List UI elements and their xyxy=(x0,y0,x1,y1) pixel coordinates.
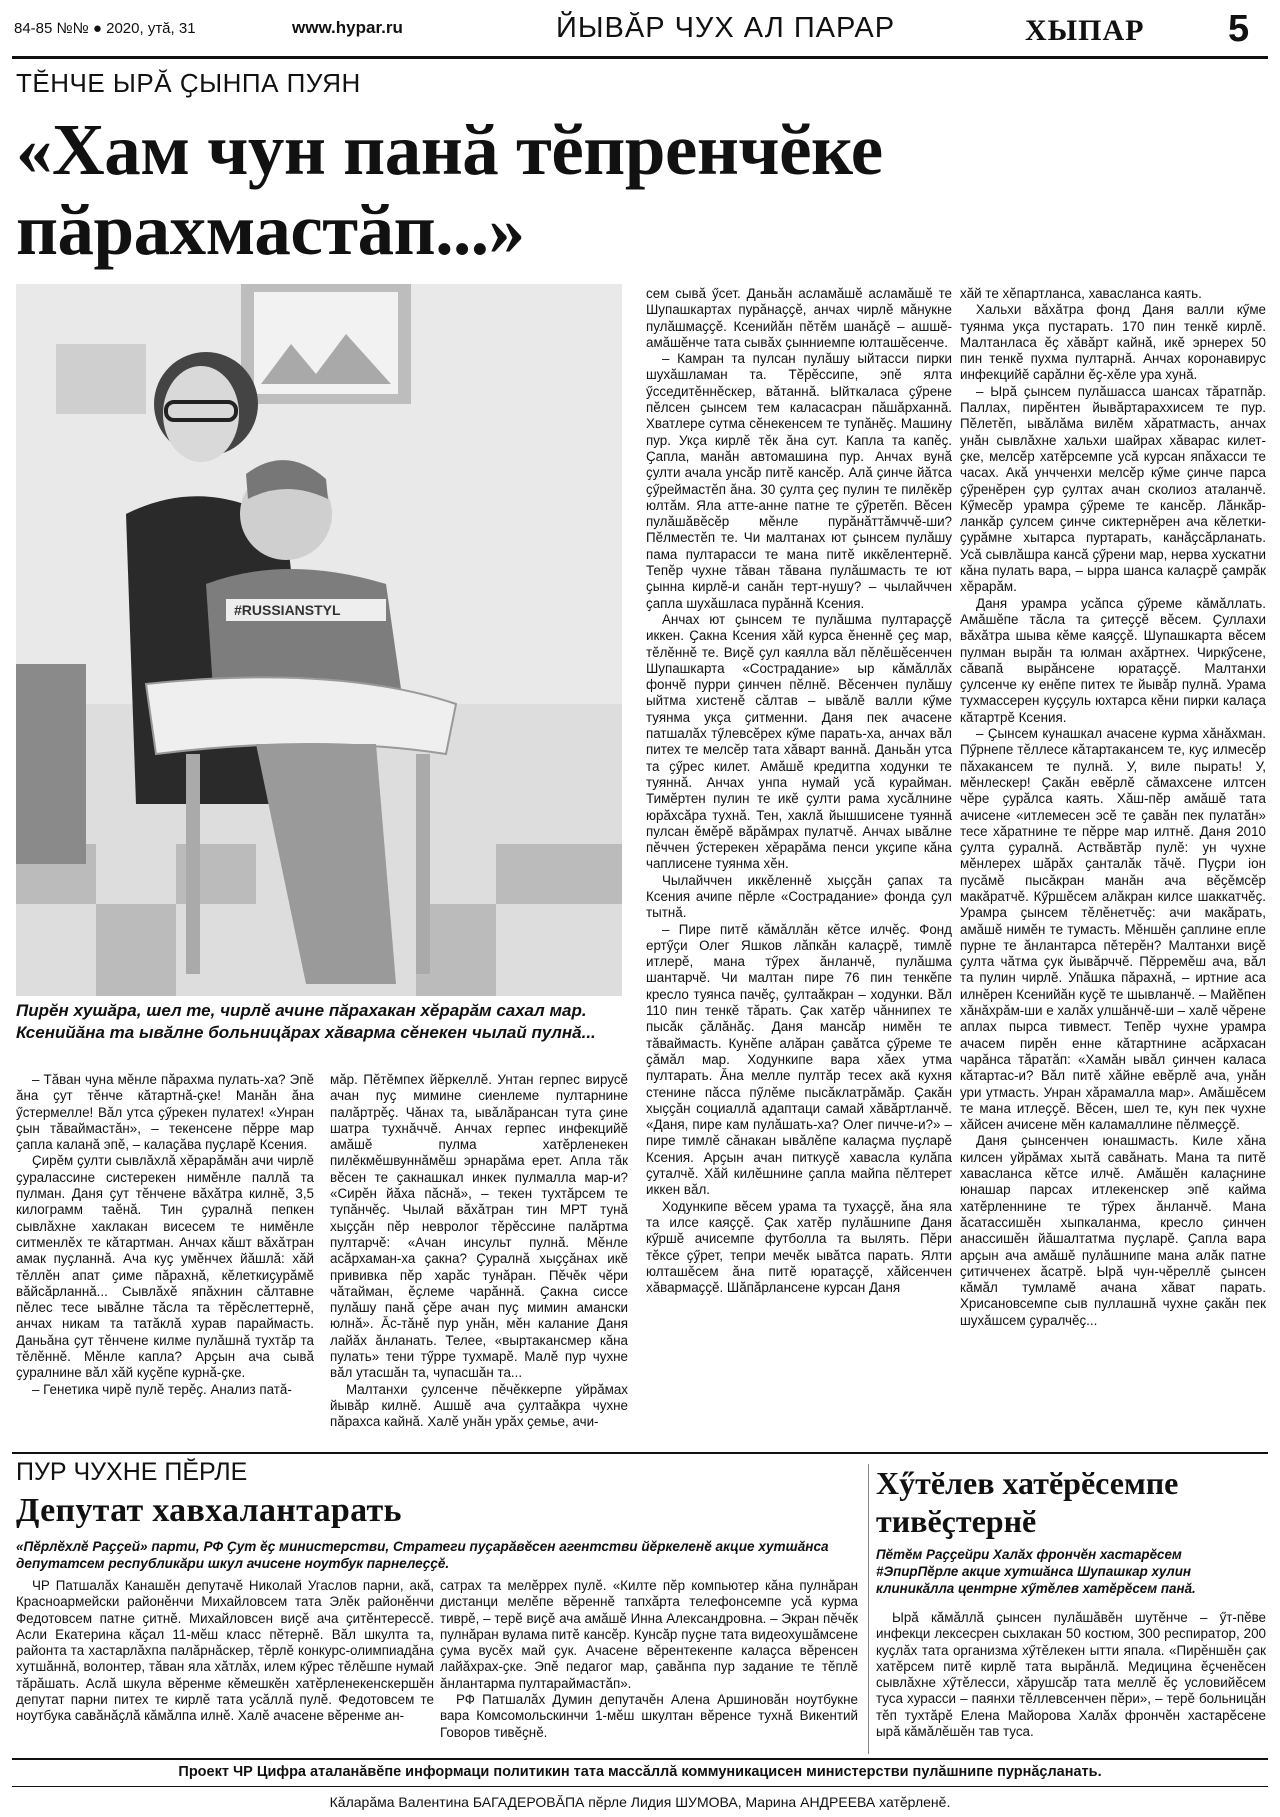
footer-rule xyxy=(12,1758,1268,1760)
newspaper-brand: ХЫПАР xyxy=(1025,14,1145,47)
paragraph: – Камран та пулсан пулӑшу ыйтасси пирки шухӑшламан та. Тӗрӗссипе, эпӗ ялта ӳсседитӗннӗскер, вӑтаннӑ. Ыйткаласа ҫӳрене пӗлсен ҫынсем тем каласасран пӑшӑрханнӑ. Хватлере сутма сӗнекенсем те тупӑнӗҫ. Машину пур. Укҫа кирлӗ тӗк ӑна сут. Капла та капӗҫ. Ҫапла, манӑн автомашина пур. Анчах вунӑ ҫулти ачала унсӑр питӗ кансӗр. Алӑ ҫинче йӑтса ҫӳреймастӗп ӑна. 30 ҫулта ҫеҫ пулин те пилӗкӗр юлтӑм. Яла атте-анне патне те ҫӳретӗп. Вӗсен пулӑшӑвӗсӗр мӗнле пурӑнӑттӑмччӗ-ши? Пӗлместӗп те. Чи малтанах ют ҫынсем пулӑшу пама пултарасси те мана питӗ иккӗлентернӗ. Тепӗр чухне тӑван тӑвана пулӑшмасть те ют ҫынна кирлӗ-и санӑн терт-нушу? – чылайччен ҫапла шухӑшласа пурӑннӑ Ксения. xyxy=(646,351,952,611)
paragraph: Ходункипе вӗсем урама та тухаҫҫӗ, ӑна яла та илсе каяҫҫӗ. Ҫак хатӗр пулӑшнипе Даня кӳршӗ ачисемпе футболла та вылять. Пӗри тӗксе ҫӳрет, тепри мечӗк ывӑтса парать. Ялти юлташӗсем ӑна питӗ юратаҫҫӗ, хӑйсенчен хӑвармаҫҫӗ. Шӑпӑрлансене курсан Даня xyxy=(646,1198,952,1296)
headline-line: «Хам чун панӑ тӗпренчӗке xyxy=(16,109,883,190)
article-column xyxy=(16,1578,434,1748)
headline xyxy=(16,110,1256,270)
paragraph: РФ Патшалӑх Думин депутачӗн Алена Аршиновӑн ноутбукне вара Комсомольскинчи 1-мӗш шкултан вӗренсе тухнӑ Викентий Говоров тивӗҫнӗ. xyxy=(440,1692,858,1740)
paragraph: – Тӑван чуна мӗнле пӑрахма пулать-ха? Эпӗ ӑна ҫут тӗнче кӑтартнӑ-ҫке! Манӑн ӑна ӳстермелле! Вӑл утса ҫӳрекен пулатех! «Унран ҫын тӑваймастӑн», – текенсене пӗрре мар ҫапла каланӑ эпӗ, – калаҫӑва пуҫларӗ Ксения. xyxy=(16,1072,314,1153)
rubric: ТӖНЧЕ ЫРӐ ҪЫНПА ПУЯН xyxy=(16,68,361,98)
paragraph: Даня ҫынсенчен юнашмасть. Киле хӑна килсен уйрӑмах хытӑ савӑнать. Мана та питӗ хавасланса кӗтсе илчӗ. Амӑшӗн калаҫнине юнашар парсах итлекенскер эпӗ кайма хатӗрленнине те тӳрех ӑнланчӗ. Мана ӑсатассишӗн хыпкаланма, кресло ҫинчен анассишӗн йӑшалтатма пуҫларӗ. Ҫапла вара арҫын ача амӑшӗ пулӑшнипе мана алӑк патне ҫитичченех ӑсатрӗ. Ырӑ чун-чӗреллӗ ҫынсен кӑмӑл тумламӗ ачана хӑват парать. Хрисановсемпе сыв пуллашнӑ чухне ҫакӑн пек шухӑшсем ҫуралчӗҫ... xyxy=(960,1133,1266,1328)
section-title: ЙЫВӐР ЧУХ АЛ ПАРАР xyxy=(556,12,896,44)
site-url: www.hypar.ru xyxy=(292,18,403,37)
paragraph: – Пире питӗ кӑмӑллӑн кӗтсе илчӗҫ. Фонд ертӳҫи Олег Яшков лӑпкӑн калаҫрӗ, тимлӗ итлерӗ, мана тӳрех ӑнланчӗ, пулӑшма шантарчӗ. Чи малтан пире 76 пин тенкӗпе кресло туянса пачӗҫ, ҫултаӑкран – ходунки. Вӑл 110 пин тенкӗ тӑрать. Ҫак хатӗр чӑннипех те пысӑк ҫӑлӑнӑҫ. Даня мансӑр нимӗн те тӑваймасть. Кунӗпе алӑран ҫавӑтса ҫӳреме те ҫӑмӑл мар. Ходункипе вара хӑех утма пултарать. Ӑна мелле пултӑр тесех акӑ кухня стенине пӑсса пӳлӗме пысӑклатрӑмӑр. Ҫакӑн хыҫҫӑн социаллӑ адаптаци самай хӑвӑртланчӗ. «Даня, пире кам пулӑшать-ха? Олег пичче-и?» – пире тимлӗ сӑнакан ывӑлӗпе калаҫма пуҫларӗ Ксения. Арҫын ачан питкуҫӗ хавасла кулӑпа ҫуталчӗ. Хӑй килӗшнине ҫапла майпа пӗлтерет иккен вӑл. xyxy=(646,921,952,1198)
headline: Депутат хавхалантарать xyxy=(16,1492,402,1529)
issue-info: 84-85 №№ ● 2020, утӑ, 31 xyxy=(14,20,196,37)
article-column xyxy=(960,286,1266,1451)
project-note: Проект ЧР Цифра аталанӑвӗпе информаци политикин тата массӑллӑ коммуникацисен министерстви пулӑшнипе пурнӑҫланать. xyxy=(178,1764,1102,1780)
paragraph: Даня урамра усӑпса ҫӳреме кӑмӑллать. Амӑшӗпе тӑсла та ҫитеҫҫӗ вӗсем. Ҫуллахи вӑхӑтра шыва кӗме каяҫҫӗ. Шупашкарта вӗсем пулман вырӑн та юлман ахӑртнех. Чиркӳсене, сӑвапӑ вырӑнсене юратаҫҫӗ. Малтанхи ҫулсенче ку енӗпе питех те йывӑр пулнӑ. Урама тухмассерен куҫҫуль юхтарса кӗни пирки калаҫа кӑтартрӗ Ксения. xyxy=(960,595,1266,725)
paragraph: Ырӑ кӑмӑллӑ ҫынсен пулӑшӑвӗн шутӗнче – ӳт-пӗве инфекци лексесрен сыхлакан 50 костюм, 300 респиратор, 200 куҫлӑх тата организма хӳтӗлекен ытти япала. «Пирӗншӗн ҫак хатӗрсем питӗ кирлӗ тата вырӑнлӑ. Медицина ӗҫченӗсен сывлӑхне хӳтӗлесси, хӑрушсӑр тата меллӗ ӗҫ условийӗсем туса хурасси – паянхи тӗллевсенчен пӗри», – терӗ больницӑн тӗп тухтӑрӗ Елена Майорова Халӑх фрончӗн хастарӗсене ырӑ кӑмӑлӗшӗн тав туса. xyxy=(876,1610,1266,1740)
headline xyxy=(876,1464,1266,1540)
paragraph: – Ырӑ ҫынсем пулӑшасса шансах тӑратпӑр. Паллах, пирӗнтен йывӑртараххисем те пур. Пӗлетӗп, ывӑлӑма вилӗм хӑратмасть, анчах унӑн сывлӑхне хальхи шайрах хӑварас килет-ҫке, мелсӗр хатӗрсемпе усӑ курсан япӑхасси те часах. Акӑ унчченхи мелсӗр кӳме ҫинче парса ҫӳренӗрен ҫур ҫултах ачан сколиоз аталанчӗ. Кӳмесӗр урамра ҫӳреме те кансӗр. Лӑнкӑр-ланкӑр ҫулсем ҫинче сиктернӗрен ача кӗлетки-ҫурӑмне хытарса пуртарать, канӑҫсӑрланать. Усӑ сывлӑшра кансӑ ҫӳрени мар, нерва хускатни кӑна пулать вара, – ырра шанса калаҫрӗ ҫамрӑк хӗрарӑм. xyxy=(960,383,1266,595)
lead-text: Пӗтӗм Раҫҫейри Халӑх фрончӗн хастарӗсем #ЭпирПӗрле акцие хутшӑнса Шупашкар хулин клиникӑлла центрне хӳтӗлев хатӗрӗсем панӑ. xyxy=(876,1547,1196,1596)
article-column xyxy=(16,1072,314,1452)
paragraph: мӑр. Пӗтӗмпех йӗркеллӗ. Унтан герпес вирусӗ ачан пуҫ мимине сиенлеме пултарнине палӑртрӗҫ. Чӑнах та, ывӑлӑрансан тута ҫине шатра тухнӑччӗ. Анчах герпес инфекцийӗ амӑшӗ пулма хатӗрленекен пилӗкмӗшвуннӑмӗш эрнарӑма ерет. Апла тӑк вӗсен те ҫакнашкал инкек пулмалла мар-и? «Сирӗн йӑха пӑснӑ», – текен тухтӑрсем те тупӑнчӗҫ. Чылай вӑхӑтран тин МРТ тунӑ хыҫҫӑн пӗр невролог тӗрӗссине палӑртма пултарчӗ: «Ачан инсульт пулнӑ. Мӗнле асӑрхаман-ха ҫакна? Ҫуралнӑ хыҫҫӑнах икӗ прививка пӗр харӑс тунӑран. Пӗчӗк чӗри чӑтайман, ӗҫлеме чарӑннӑ. Ҫакна сиссе пулӑшу панӑ ҫӗре ачан пуҫ мимин амански юлнӑ». Ӑс-тӑнӗ пур унӑн, мӗн калание Даня лайӑх ӑнланать. Телее, «выртакансмер кӑна пулать» тени тӳрре тухмарӗ. Малӗ пур чухне вӑл утасшӑн та, чупасшӑн та... xyxy=(330,1072,628,1381)
paragraph: – Генетика чирӗ пулӗ терӗҫ. Анализ патӑ- xyxy=(32,1381,292,1397)
headline-line: пӑрахмастӑп...» xyxy=(16,189,525,270)
paragraph: Ҫирӗм ҫулти сывлӑхлӑ хӗрарӑмӑн ачи чирлӗ ҫуралассине систерекен нимӗнле паллӑ та пулман. Даня ҫут тӗнчене вӑхӑтра килнӗ, 3,5 килограмм таӗнӑ. Тин ҫуралнӑ пепкен сывлӑхне хаклакан висесем те нимӗнле ситменлӗх те кӑтартман. Анчах кӑшт вӑхӑтран амак пуҫланнӑ. Ача куҫ умӗнчех йӑшлӑ: хӑй тӗллӗн апат ҫиме пӑрахнӑ, кӗлеткиҫурӑмӗ вӑйсӑрланнӑ... Сывлӑхӗ япӑхнин сӑлтавне пӗлес тесе ывӑлне тӑсла та тӗрӗслеттернӗ, анчах никам та татӑклӑ хурав параймасть. Даньӑна ҫут тӗнчене килме пулӑшнӑ тухтӑр та тӗлӗннӗ. Мӗнле капла? Арҫын ача сывӑ ҫуралнине вӑл хӑй куҫӗпе курнӑ-ҫке. xyxy=(16,1153,314,1381)
lead-text: «Пӗрлӗхлӗ Раҫҫей» парти, РФ Ҫут ӗҫ министерстви, Стратеги пуҫарӑвӗсен агентстви йӗркеленӗ акцие хутшӑнса депутатсем республикӑри шкул ачисене ноутбук парнелеҫҫӗ. xyxy=(16,1539,829,1571)
article-column xyxy=(876,1610,1266,1750)
credits: Кӑларӑма Валентина БАГАДЕРОВӐПА пӗрле Лидия ШУМОВА, Марина АНДРЕЕВА хатӗрленӗ. xyxy=(329,1794,951,1810)
section-divider xyxy=(12,1452,1268,1454)
rubric: ПУР ЧУХНЕ ПӖРЛЕ xyxy=(16,1458,248,1486)
paragraph: сатрах та мелӗррех пулӗ. «Килте пӗр компьютер кӑна пулнӑран дистанци мелӗпе вӗреннӗ тапхӑрта телефонсемпе усӑ курма тиврӗ, – терӗ виҫӗ ача амӑшӗ Инна Александровна. – Экран пӗчӗк пулнӑран вулама питӗ кансӗр. Кунсӑр пуҫне тата видеохушӑмсене ҫума вусӗх май ҫук. Ачасене вӗрентекенпе калаҫса вӗренсен лайӑхрах-ҫке. Эпӗ педагог мар, ҫавӑнпа пур задание те тӗплӗ ӑнлантарма пултараймастӑп». xyxy=(440,1578,858,1691)
headline-line: тивӗҫтернӗ xyxy=(876,1503,1037,1539)
paragraph: Анчах ют ҫынсем те пулӑшма пултараҫҫӗ иккен. Ҫакна Ксения хӑй курса ӗненнӗ ҫеҫ мар, тӗлӗннӗ те. Виҫӗ ҫул каялла вӑл пӗлӗшӗсенчен Шупашкарта «Сострадание» ыр кӑмӑллӑх фончӗ пурри ҫинчен пӗлнӗ. Вӗсенчен пулӑшу ыйтма хистенӗ сӑлтав – ывӑлӗ валли кӳме туянма укҫа ҫитменни. Даня пек ачасене патшалӑх тӳлевсӗрех кӳме парать-ха, анчах вӑл питех те мелсӗр тата хӑварт ваннӑ. Даньӑн утса та ҫӳрес килет. Амӑшӗ кредитпа ходунки те туяннӑ. Анчах унпа нумай усӑ курайман. Тимӗртен пулин те икӗ ҫулти рама хусӑлнине юрӑхсӑра тухнӑ. Тен, хаклӑ йышшисене туяннӑ пулсан ӗмӗрӗ вӑрӑмрах пулатчӗ. Анчах ывӑлне пӗччен ӳстерекен хӗрарӑма пенси укҫипе кӑна чаплисене туянма хӗн. xyxy=(646,611,952,872)
paragraph: сем сывӑ ӳсет. Даньӑн асламӑшӗ асламӑшӗ те Шупашкартах пурӑнаҫҫӗ, анчах чирлӗ мӑнукне пулӑшмаҫҫӗ. Ксенийӑн пӗтӗм шанӑҫӗ – ашшӗ-амӑшӗнче тата сывӑх ҫынниемпе юлташӗсенче. xyxy=(646,286,952,350)
article-photo xyxy=(16,284,622,996)
header-rule xyxy=(12,56,1268,59)
article-column xyxy=(646,286,952,1451)
article-column xyxy=(330,1072,628,1452)
paragraph: Чылайччен иккӗленнӗ хыҫҫӑн ҫапах та Ксения ачипе пӗрле «Сострадание» фонда ҫул тытнӑ. xyxy=(646,872,952,921)
page-number: 5 xyxy=(1228,8,1250,50)
paragraph: – Ҫынсем кунашкал ачасене курма хӑнӑхман. Пӳрнепе тӗллесе кӑтартакансем те, куҫ илмесӗр пӑхакансем те пулнӑ. У, виле пырать! У, мӗнлескер! Ҫакӑн евӗрлӗ сӑмахсене илтсен чӗре ҫурӑлса каять. Хӑш-пӗр амӑшӗ тата ачисене «итлемесен эсӗ те ҫавӑн пек пулатӑн» тесе хӑратнине те пӗрре мар илтнӗ. Даня 2010 ҫулта ҫуралнӑ. Аствӑвтӑр пулӗ: ун чухне мӗнлерех шӑрӑх ҫанталӑк тӑчӗ. Пуҫри іон пусӑмӗ пысӑкран манӑн ача вӗҫӗмсӗр макӑратчӗ. Кӳршӗсем алӑкран килсе шаккатчӗҫ. Урамра ҫынсем тӗлӗнетчӗҫ: ачи макӑрать, амӑшӗ нимӗн те тумасть. Мӗншӗн ҫаплине епле пурне те ӑнлантарса пӗтерӗн? Малтанхи виҫӗ ҫулта чӑтма ҫук йывӑрччӗ. Пӗрремӗш ача, вӑл та пулин чирлӗ. Упӑшка пӑрахнӑ, – иртние аса илнӗрен Ксенийӑн куҫӗ те шывланчӗ. – Майӗпен хӑнӑхрӑм-ши е халӑх улшӑнчӗ-ши – халӗ чӗрене аплах пырса тивмест. Тепӗр чухне урамра ачасем пирӗн енне кӑтартнине асӑрхасан чарӑнса тӑратӑп: «Хамӑн ывӑл ҫинчен каласа кӑтартас-и? Вӑл питӗ хӑйне евӗрлӗ ача, унӑн ури утмасть. Унран хӑрамалла мар». Амӑшӗсем те мана итлеҫҫӗ. Вӗсен, шел те, кун пек чухне хӑйсен ачисене мӗн каламаллине пӗлмеҫҫӗ. xyxy=(960,726,1266,1133)
article-column xyxy=(440,1578,858,1748)
paragraph: Малтанхи ҫулсенче пӗчӗккерпе уйрӑмах йывӑр килнӗ. Ашшӗ ача ҫултаӑкра чухне пӑрахса кайнӑ. Халӗ унӑн урӑх ҫемье, ачи- xyxy=(330,1381,628,1430)
headline-line: Хӳтӗлев хатӗрӗсемпе xyxy=(876,1465,1179,1501)
paragraph: хӑй те хӗпартланса, хавасланса каять. xyxy=(960,286,1202,301)
paragraph: Хальхи вӑхӑтра фонд Даня валли кӳме туянма укҫа пустарать. 170 пин тенкӗ кирлӗ. Малтанласа ӗҫ хӑвӑрт кайнӑ, икӗ эрнерех 50 пин тенкӗ пухма пултарнӑ. Анчах коронавирус инфекцийӗ сарӑлни ӗҫ-хӗле ура хунӑ. xyxy=(960,302,1266,383)
column-divider xyxy=(868,1464,869,1754)
photo-caption: Пирӗн хушӑра, шел те, чирлӗ ачине пӑрахакан хӗрарӑм сахал мар. Ксенийӑна та ывӑлне больницӑрах хӑварма сӗнекен чылай пулнӑ... xyxy=(16,1001,596,1042)
paragraph: ЧР Патшалӑх Канашӗн депутачӗ Николай Угаслов парни, акӑ, Красноармейски районӗнчи Михайловсем тата Элӗк районӗнчи Федотовсем патне ҫитнӗ. Михайловсен виҫӗ ача ҫитӗнтерессӗ. Асли Екатерина кӑҫал 11-мӗш класс пӗтернӗ. Вӑл шкулта та, районта та хастарлӑхпа палӑрнӑскер, тӗрлӗ конкурс-олимпиадӑна хутшӑннӑ, волонтер, тӑван яла хӑтлӑх, илем кӳрес тӗлӗшпе нумай тӑрӑшать. Аслӑ шкула вӗренме кӗмешкӗн хатӗрленекенскершӗн депутат парни питех те кирлӗ тата усӑллӑ пулӗ. Федотовсем те ноутбука савӑнӑҫлӑ кӑмӑлпа илнӗ. Халӗ ачасене вӗренме ан- xyxy=(16,1578,434,1724)
photo-shirt-text: #RUSSIANSTYL xyxy=(234,602,341,618)
footer-rule xyxy=(12,1786,1268,1787)
